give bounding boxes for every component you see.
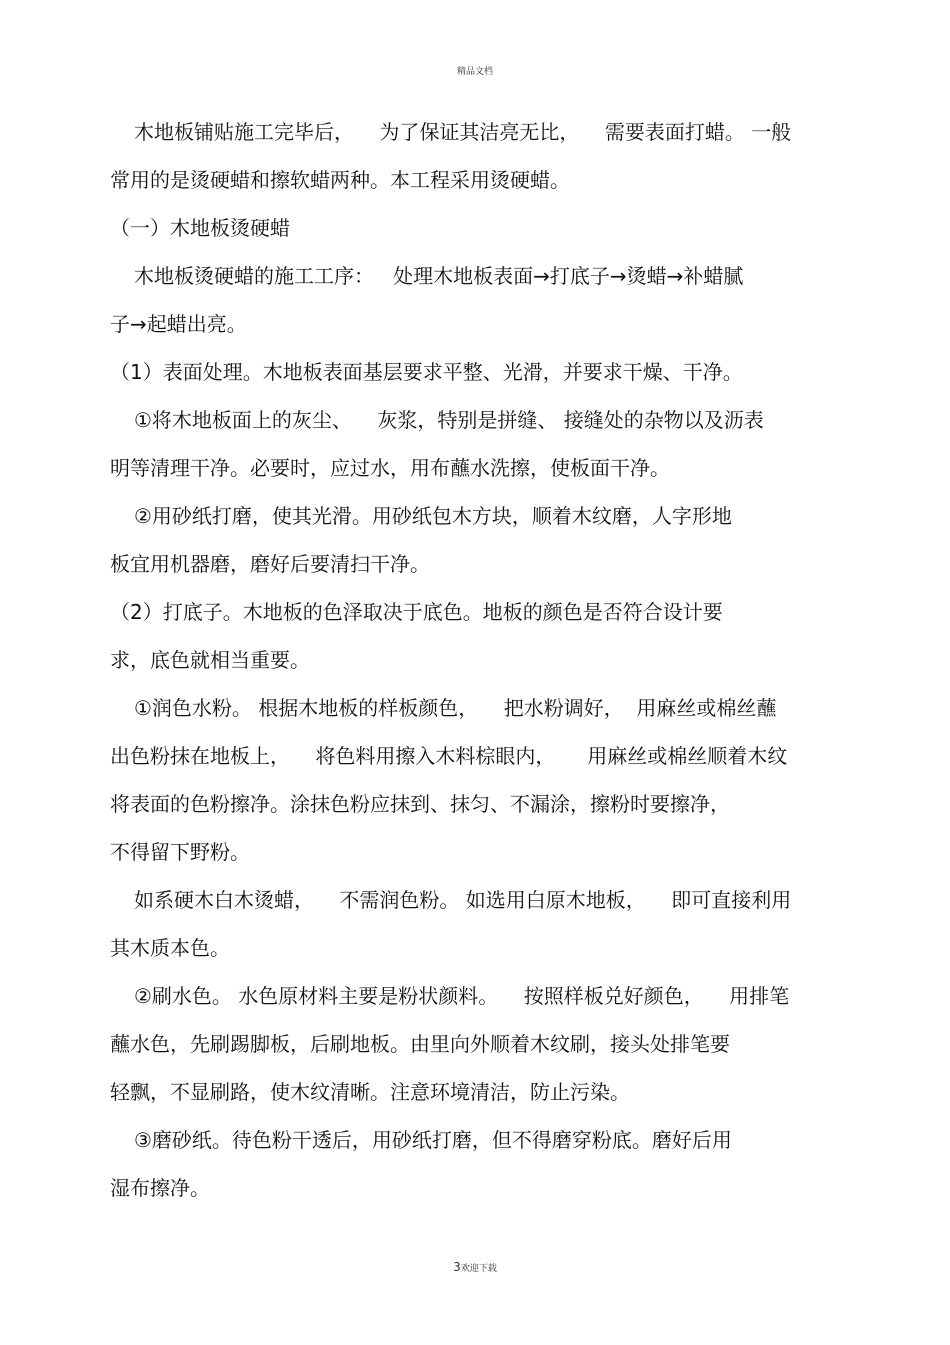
text-line: ①润色水粉。 根据木地板的样板颜色， 把水粉调好， 用麻丝或棉丝蘸 bbox=[134, 696, 777, 720]
text-line: ②用砂纸打磨，使其光滑。用砂纸包木方块，顺着木纹磨，人字形地 bbox=[134, 504, 732, 528]
text-line: 求，底色就相当重要。 bbox=[110, 648, 310, 672]
text-line: 子→起蜡出亮。 bbox=[110, 312, 247, 336]
text-line: 湿布擦净。 bbox=[110, 1176, 210, 1200]
text-line: 将表面的色粉擦净。涂抹色粉应抹到、抹匀、不漏涂，擦粉时要擦净， bbox=[110, 792, 730, 816]
text-line: 板宜用机器磨，磨好后要清扫干净。 bbox=[110, 552, 430, 576]
text-line: 常用的是烫硬蜡和擦软蜡两种。本工程采用烫硬蜡。 bbox=[110, 168, 570, 192]
text-line: 其木质本色。 bbox=[110, 936, 230, 960]
text-line: ③磨砂纸。待色粉干透后，用砂纸打磨，但不得磨穿粉底。磨好后用 bbox=[134, 1128, 732, 1152]
text-line: 出色粉抹在地板上， 将色料用擦入木料棕眼内， 用麻丝或棉丝顺着木纹 bbox=[110, 744, 788, 768]
text-line: ②刷水色。 水色原材料主要是粉状颜料。 按照样板兑好颜色， 用排笔 bbox=[134, 984, 790, 1008]
text-line: ①将木地板面上的灰尘、 灰浆，特别是拼缝、 接缝处的杂物以及沥表 bbox=[134, 408, 764, 432]
page-header: 精品文档 bbox=[456, 67, 493, 77]
text-line: 轻飘，不显刷路，使木纹清晰。注意环境清洁，防止污染。 bbox=[110, 1080, 630, 1104]
text-line: 不得留下野粉。 bbox=[110, 840, 250, 864]
footer-text: 欢迎下载 bbox=[460, 1264, 497, 1274]
text-line: （一）木地板烫硬蜡 bbox=[110, 216, 290, 240]
page-footer bbox=[0, 1260, 950, 1274]
text-line: 明等清理干净。必要时，应过水，用布蘸水洗擦，使板面干净。 bbox=[110, 456, 670, 480]
page-number: 3 bbox=[453, 1260, 461, 1274]
text-line: 如系硬木白木烫蜡， 不需润色粉。 如选用白原木地板， 即可直接利用 bbox=[134, 888, 792, 912]
text-line: 木地板铺贴施工完毕后， 为了保证其洁亮无比， 需要表面打蜡。 一般 bbox=[134, 120, 792, 144]
text-line: （1）表面处理。木地板表面基层要求平整、光滑，并要求干燥、干净。 bbox=[110, 360, 743, 384]
text-line: （2）打底子。木地板的色泽取决于底色。地板的颜色是否符合设计要 bbox=[110, 600, 723, 624]
text-line: 木地板烫硬蜡的施工工序： 处理木地板表面→打底子→烫蜡→补蜡腻 bbox=[134, 264, 744, 288]
text-line: 蘸水色，先刷踢脚板，后刷地板。由里向外顺着木纹刷，接头处排笔要 bbox=[110, 1032, 730, 1056]
